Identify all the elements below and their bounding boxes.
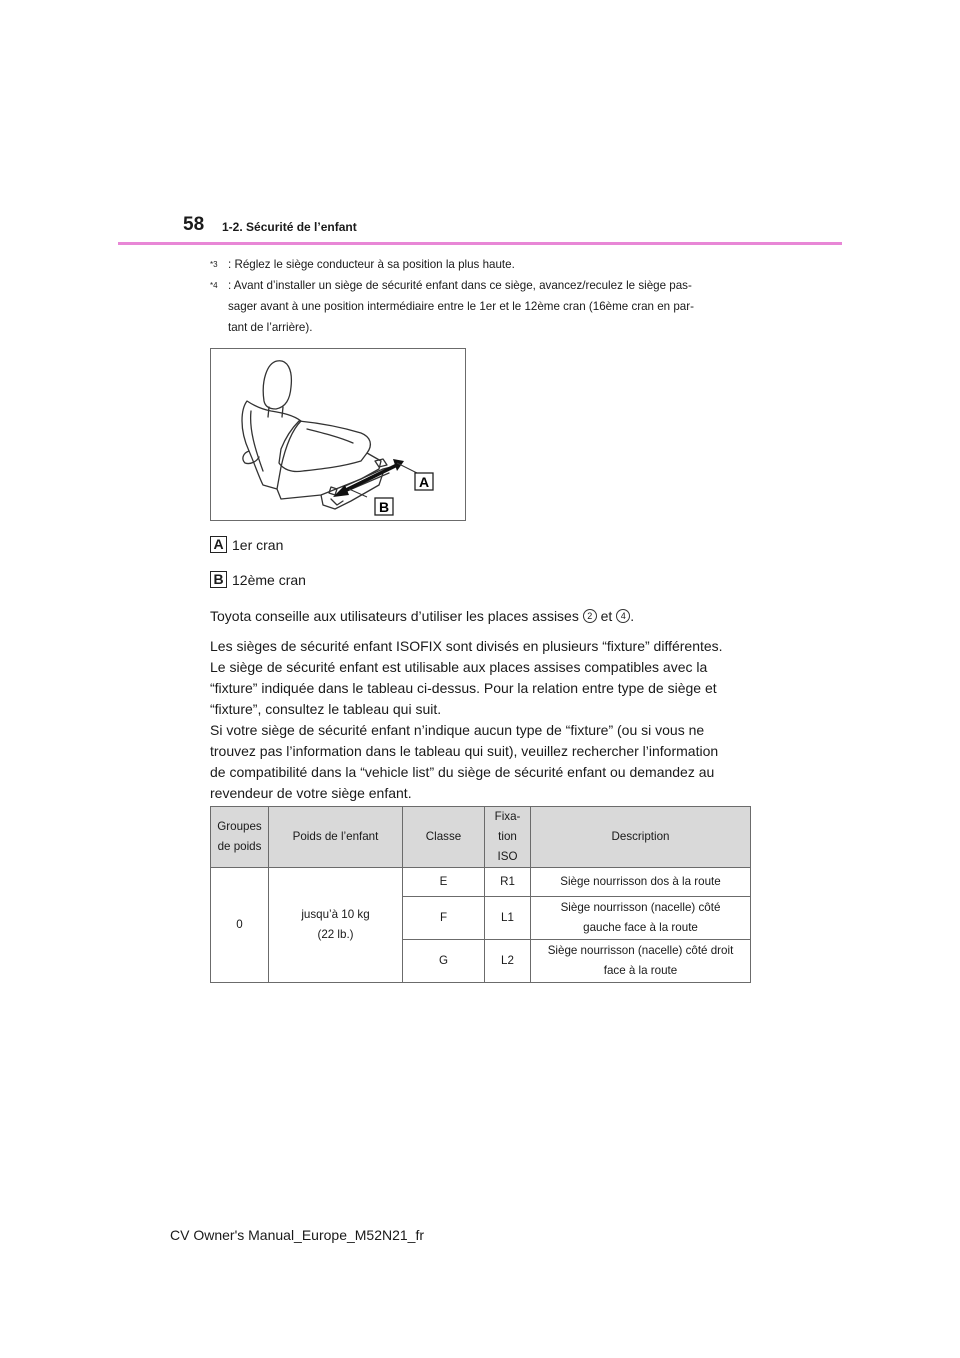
paragraph-line: de compatibilité dans la “vehicle list” du siège de sécurité enfant ou demandez au <box>210 764 715 780</box>
isofix-paragraph <box>210 636 755 804</box>
recommendation-paragraph: Toyota conseille aux utilisateurs d’utiliser les places assises 2 et 4 . <box>210 608 635 624</box>
seat-number-badge: 4 <box>616 609 630 623</box>
isofix-table <box>210 806 751 983</box>
header-description: Description <box>531 807 751 868</box>
page-number: 58 <box>183 214 205 235</box>
paragraph-line: revendeur de votre siège enfant. <box>210 785 412 801</box>
paragraph-line: Le siège de sécurité enfant est utilisable aux places assises compatibles avec la <box>210 659 708 675</box>
seat-cushion <box>279 421 370 472</box>
callout-a <box>415 473 433 490</box>
paragraph-line: “fixture”, consultez le tableau qui suit. <box>210 701 442 717</box>
legend-tag: A <box>210 536 227 553</box>
class-cell: F <box>403 897 485 940</box>
legend-item-b <box>210 571 306 588</box>
seat-drawing <box>211 349 465 520</box>
footnote-marker: *3 <box>210 260 218 269</box>
paragraph-line: Les sièges de sécurité enfant ISOFIX sont divisés en plusieurs “fixture” différentes. <box>210 638 723 654</box>
footnote-text-line: : Avant d’installer un siège de sécurité enfant dans ce siège, avancez/reculez le siège pas- <box>228 279 692 292</box>
header-class: Classe <box>403 807 485 868</box>
seat-number-badge: 2 <box>583 609 597 623</box>
weight-cell: jusqu’à 10 kg (22 lb.) <box>269 868 403 983</box>
table-header-row <box>211 807 751 868</box>
section-title: 1-2. Sécurité de l’enfant <box>222 220 357 234</box>
manual-footer: CV Owner's Manual_Europe_M52N21_fr <box>170 1227 425 1243</box>
header-divider <box>118 242 842 245</box>
seat-illustration <box>210 348 466 521</box>
header-groups: Groupes de poids <box>211 807 269 868</box>
header-fixation: Fixa- tion ISO <box>485 807 531 868</box>
table-row <box>211 868 751 897</box>
svg-text:A: A <box>418 474 430 490</box>
group-cell: 0 <box>211 868 269 983</box>
footnote-3 <box>210 254 750 275</box>
description-cell: Siège nourrisson (nacelle) côté gauche face à la route <box>531 897 751 940</box>
paragraph-line: “fixture” indiquée dans le tableau ci-dessus. Pour la relation entre type de siège et <box>210 680 717 696</box>
footnote-text-line: sager avant à une position intermédiaire entre le 1er et le 12ème cran (16ème cran en par- <box>228 300 694 313</box>
paragraph-line: trouvez pas l’information dans le tableau qui suit), veuillez rechercher l’information <box>210 743 719 759</box>
fixation-cell: L2 <box>485 940 531 983</box>
headrest <box>263 361 291 409</box>
header-weight: Poids de l’enfant <box>269 807 403 868</box>
description-cell: Siège nourrisson dos à la route <box>531 868 751 897</box>
footnote-4 <box>210 275 750 338</box>
svg-text:B: B <box>378 499 390 515</box>
legend-text: 12ème cran <box>232 571 306 588</box>
legend-tag: B <box>210 571 227 588</box>
legend-item-a <box>210 536 283 553</box>
description-cell: Siège nourrisson (nacelle) côté droit face à la route <box>531 940 751 983</box>
legend-text: 1er cran <box>232 536 284 553</box>
footnote-text: : Réglez le siège conducteur à sa position la plus haute. <box>228 258 515 271</box>
paragraph-line: Si votre siège de sécurité enfant n’indique aucun type de “fixture” (ou si vous ne <box>210 722 705 738</box>
fixation-cell: R1 <box>485 868 531 897</box>
footnote-text-line: tant de l’arrière). <box>228 321 313 334</box>
class-cell: E <box>403 868 485 897</box>
footnote-marker: *4 <box>210 281 218 290</box>
fixation-cell: L1 <box>485 897 531 940</box>
callout-b <box>375 498 393 515</box>
class-cell: G <box>403 940 485 983</box>
